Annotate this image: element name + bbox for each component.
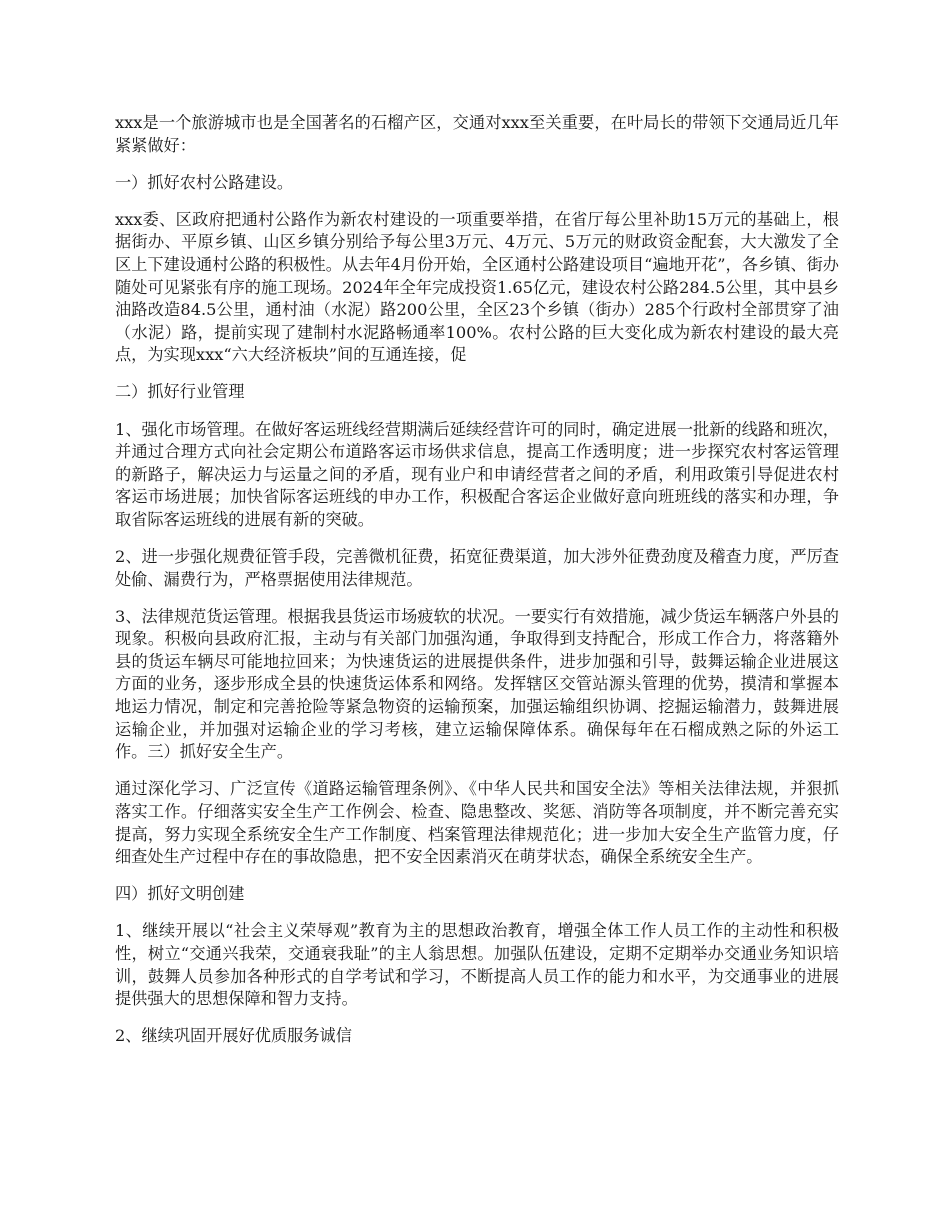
market-management-paragraph: 1、强化市场管理。在做好客运班线经营期满后延续经营许可的同时，确定进展一批新的线路和班次，并通过合理方式向社会定期公布道路客运市场供求信息，提高工作透明度；进一步探究农村客运管理的新路子，解决运力与运量之间的矛盾，现有业户和申请经营者之间的矛盾，利用政策引导促进农村客运市场进展；加快省际客运班线的申办工作，积极配合客运企业做好意向班班线的落实和办理，争取省际客运班线的进展有新的突破。 [115, 419, 839, 529]
section-heading-rural-roads: 一）抓好农村公路建设。 [115, 172, 294, 192]
section-heading-industry-management: 二）抓好行业管理 [115, 382, 245, 402]
rural-roads-paragraph: xxx委、区政府把通村公路作为新农村建设的一项重要举措，在省厅每公里补助15万元的基础上，根据街办、平原乡镇、山区乡镇分别给予每公里3万元、4万元、5万元的财政资金配套，大大激发了全区上下建设通村公路的积极性。从去年4月份开始，全区通村公路建设项目“遍地开花”，各乡镇、街办随处可见紧张有序的施工现场。2024年全年完成投资1.65亿元，建设农村公路284.5公里，其中县乡油路改造84.5公里，通村油（水泥）路200公里，全区23个乡镇（街办）285个行政村全部贯穿了油（水泥）路，提前实现了建制村水泥路畅通率100%。农村公路的巨大变化成为新农村建设的最大亮点，为实现xxx“六大经济板块”间的互通连接，促 [115, 209, 839, 365]
freight-management-paragraph: 3、法律规范货运管理。根据我县货运市场疲软的状况。一要实行有效措施，减少货运车辆落户外县的现象。积极向县政府汇报，主动与有关部门加强沟通，争取得到支持配合，形成工作合力，将落籍外县的货运车辆尽可能地拉回来；为快速货运的进展提供条件，进步加强和引导，鼓舞运输企业进展这方面的业务，逐步形成全县的快速货运体系和网络。发挥辖区交管站源头管理的优势，摸清和掌握本地运力情况，制定和完善抢险等紧急物资的运输预案，加强运输组织协调、挖掘运输潜力，鼓舞进展运输企业，并加强对运输企业的学习考核，建立运输保障体系。确保每年在石榴成熟之际的外运工作。三）抓好安全生产。 [115, 606, 839, 762]
safety-production-paragraph: 通过深化学习、广泛宣传《道路运输管理条例》、《中华人民共和国安全法》等相关法律法规，并狠抓落实工作。仔细落实安全生产工作例会、检查、隐患整改、奖惩、消防等各项制度，并不断完善充实提高，努力实现全系统安全生产工作制度、档案管理法律规范化；进一步加大安全生产监管力度，仔细查处生产过程中存在的事故隐患，把不安全因素消灭在萌芽状态，确保全系统安全生产。 [115, 779, 839, 867]
document-body [115, 112, 839, 1062]
service-integrity-paragraph: 2、继续巩固开展好优质服务诚信 [115, 1026, 352, 1046]
fee-collection-paragraph: 2、进一步强化规费征管手段，完善微机征费，拓宽征费渠道，加大涉外征费劲度及稽查力度，严厉查处偷、漏费行为，严格票据使用法律规范。 [115, 547, 839, 589]
intro-paragraph: xxx是一个旅游城市也是全国著名的石榴产区，交通对xxx至关重要，在叶局长的带领下交通局近几年紧紧做好： [115, 113, 839, 155]
political-education-paragraph: 1、继续开展以“社会主义荣辱观”教育为主的思想政治教育，增强全体工作人员工作的主动性和积极性，树立“交通兴我荣，交通衰我耻”的主人翁思想。加强队伍建设，定期不定期举办交通业务知识培训，鼓舞人员参加各种形式的自学考试和学习，不断提高人员工作的能力和水平，为交通事业的进展提供强大的思想保障和智力支持。 [115, 921, 839, 1009]
section-heading-civilization: 四）抓好文明创建 [115, 884, 245, 904]
